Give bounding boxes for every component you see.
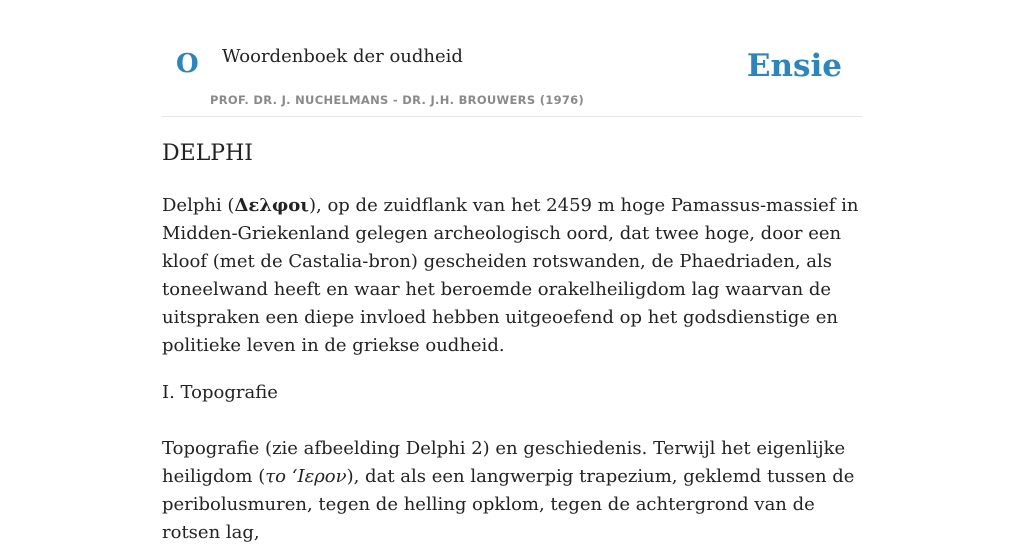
topography-lead: Topografie (zie afbeelding Delphi 2) en geschiedenis. Terwijl het eigenlijke heiligdom ( <box>162 438 846 487</box>
entry-title: DELPHI <box>162 141 253 166</box>
topography-text: ), dat als een langwerpig trapezium, geklemd tussen de peribolusmuren, tegen de helling opklom, tegen de achtergrond van de rotsen lag, <box>162 466 855 543</box>
ensie-logo[interactable]: Ensie <box>746 48 842 84</box>
greek-name: Δελφοι <box>234 195 309 216</box>
greek-term: το ‘Ιερον <box>265 466 347 487</box>
intro-paragraph <box>162 192 862 360</box>
book-header <box>162 0 862 117</box>
book-title: Woordenboek der oudheid <box>222 46 463 67</box>
section-heading-topografie: I. Topografie <box>162 382 278 403</box>
intro-text: ), op de zuidflank van het 2459 m hoge Pamassus-massief in Midden-Griekenland gelegen archeologisch oord, dat twee hoge, door een kloof (met de Castalia-bron) gescheiden rotswanden, de Phaedriaden, als toneelwand heeft en waar het beroemde orakelheiligdom lag waarvan de uitspraken een diepe invloed hebben uitgeoefend op het godsdienstige en politieke leven in de griekse oudheid. <box>162 195 859 356</box>
letter-index-link[interactable]: O <box>176 49 199 79</box>
intro-lead: Delphi ( <box>162 195 235 216</box>
topography-paragraph <box>162 435 862 547</box>
article-page <box>162 0 862 543</box>
book-authors: PROF. DR. J. NUCHELMANS - DR. J.H. BROUWERS (1976) <box>210 93 585 107</box>
